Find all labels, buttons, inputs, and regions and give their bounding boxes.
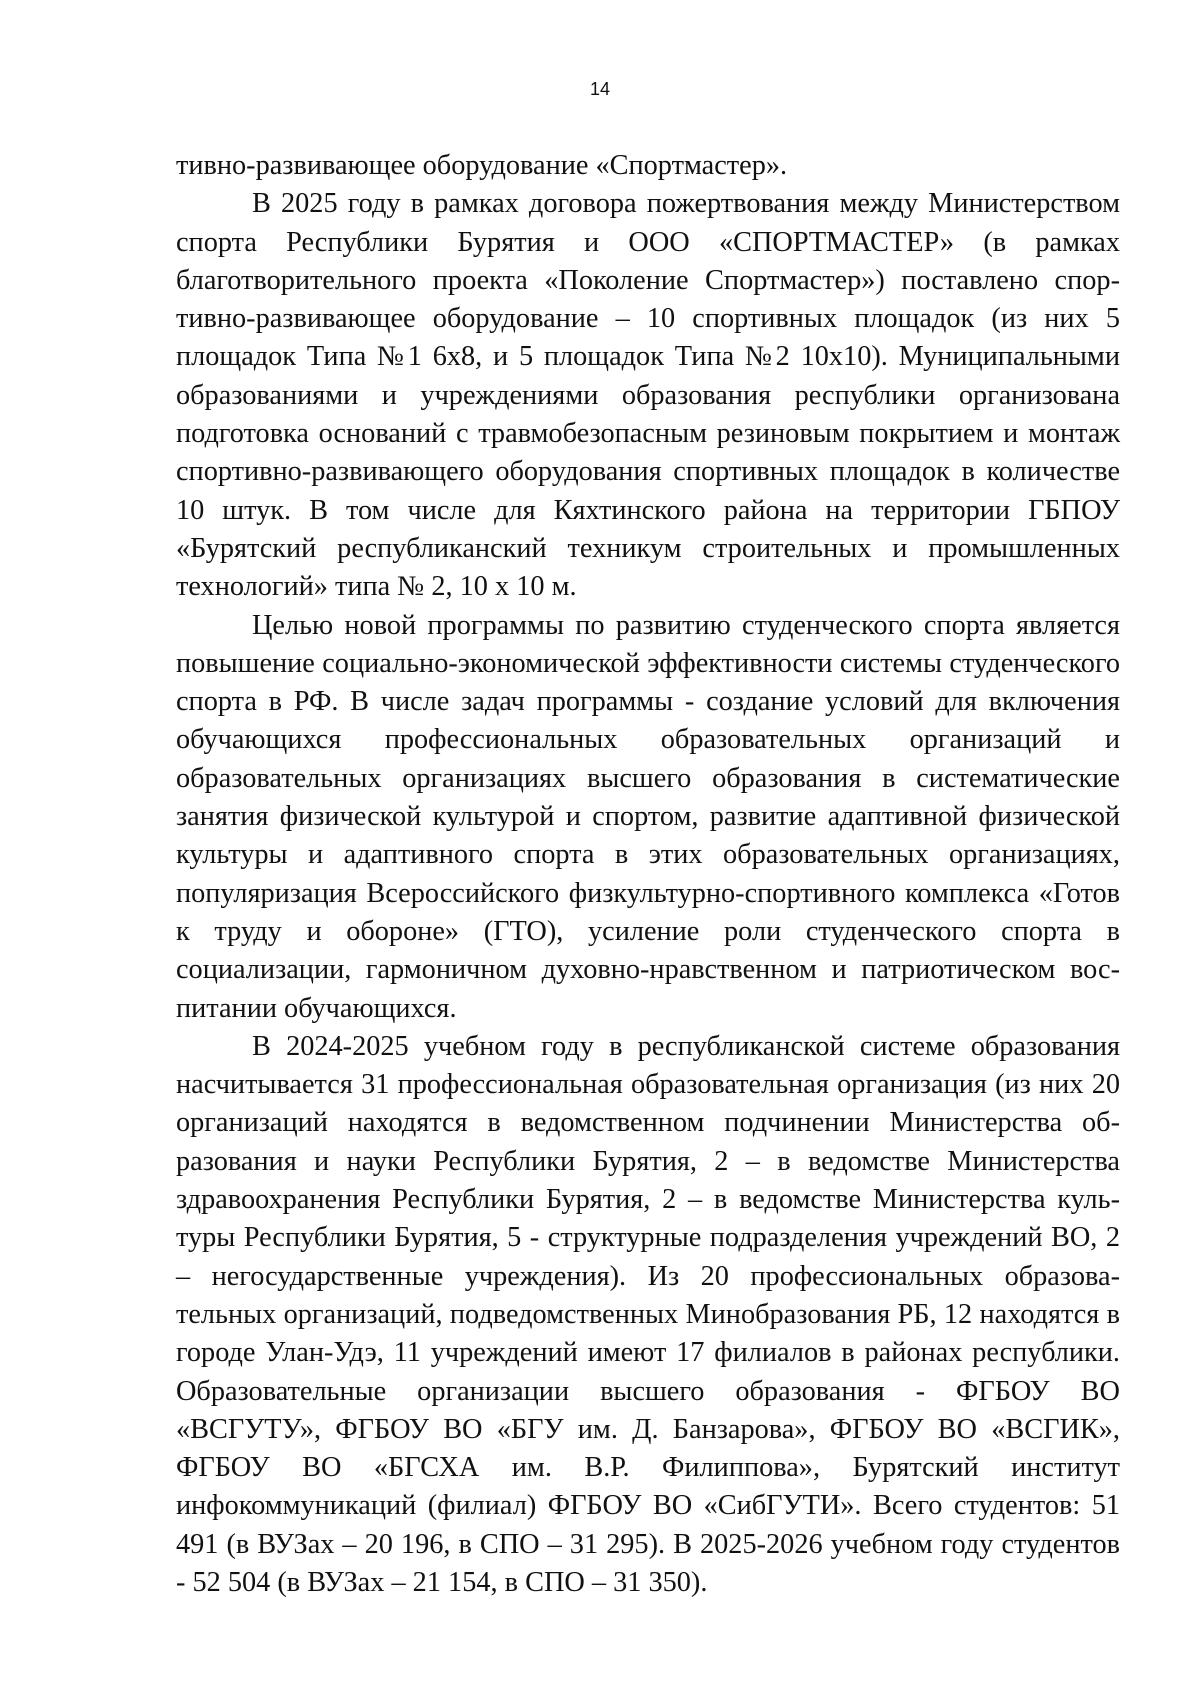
- paragraph-continued: тивно-развивающее оборудование «Спортмастер».: [176, 150, 788, 181]
- paragraph-sportmaster-donation: В 2025 году в рамках договора пожертвования между Министерством спорта Республики Бурятия и ООО «СПОРТМАСТЕР» (в рамках благотворительного проекта «Поколение Спортмастер») поставлено спортивно-развивающее оборудование – 10 спортивных площадок (из них 5 площадок Типа №1 6х8, и 5 площадок Типа №2 10х10). Муниципальными образованиями и учреждениями образования республики организована подготовка оснований с травмобезопасным резиновым покрытием и монтаж спортивно-развивающего оборудования спортивных площадок в количестве 10 штук. В том числе для Кяхтинского района на территории ГБПОУ «Бурятский республиканский техникум строительных и промышленных технологий» типа № 2, 10 х 10 м.: [176, 188, 1120, 603]
- document-body: [176, 147, 1120, 1602]
- page-number: 14: [589, 79, 611, 99]
- paragraph-student-sport-program: Целью новой программы по развитию студенческого спорта является повышение социально-экономической эффективности системы студенческого спорта в РФ. В числе задач программы - создание условий для включения обучающихся профессиональных образовательных организаций и образовательных организациях высшего образования в систематические занятия физической культурой и спортом, развитие адаптивной физической культуры и адаптивного спорта в этих образовательных организациях, популяризация Всероссийского физкультурно-спортивного комплекса «Готов к труду и обороне» (ГТО), усиление роли студенческого спорта в социализации, гармоничном духовно-нравственном и патриотическом воспитании обучающихся.: [176, 609, 1120, 1024]
- paragraph-education-statistics: В 2024-2025 учебном году в республиканской системе образования насчитывается 31 профессиональная образовательная организация (из них 20 организаций находятся в ведомственном подчинении Министерства образования и науки Республики Бурятия, 2 – в ведомстве Министерства здравоохранения Республики Бурятия, 2 – в ведомстве Министерства культуры Республики Бурятия, 5 - структурные подразделения учреждений ВО, 2 – негосударственные учреждения). Из 20 профессиональных образовательных организаций, подведомственных Минобразования РБ, 12 находятся в городе Улан-Удэ, 11 учреждений имеют 17 филиалов в районах республики. Образовательные организации высшего образования - ФГБОУ ВО «ВСГУТУ», ФГБОУ ВО «БГУ им. Д. Банзарова», ФГБОУ ВО «ВСГИК», ФГБОУ ВО «БГСХА им. В.Р. Филиппова», Бурятский институт инфокоммуникаций (филиал) ФГБОУ ВО «СибГУТИ». Всего студентов: 51 491 (в ВУЗах – 20 196, в СПО – 31 295). В 2025-2026 учебном году студентов - 52 504 (в ВУЗах – 21 154, в СПО – 31 350).: [176, 1030, 1120, 1598]
